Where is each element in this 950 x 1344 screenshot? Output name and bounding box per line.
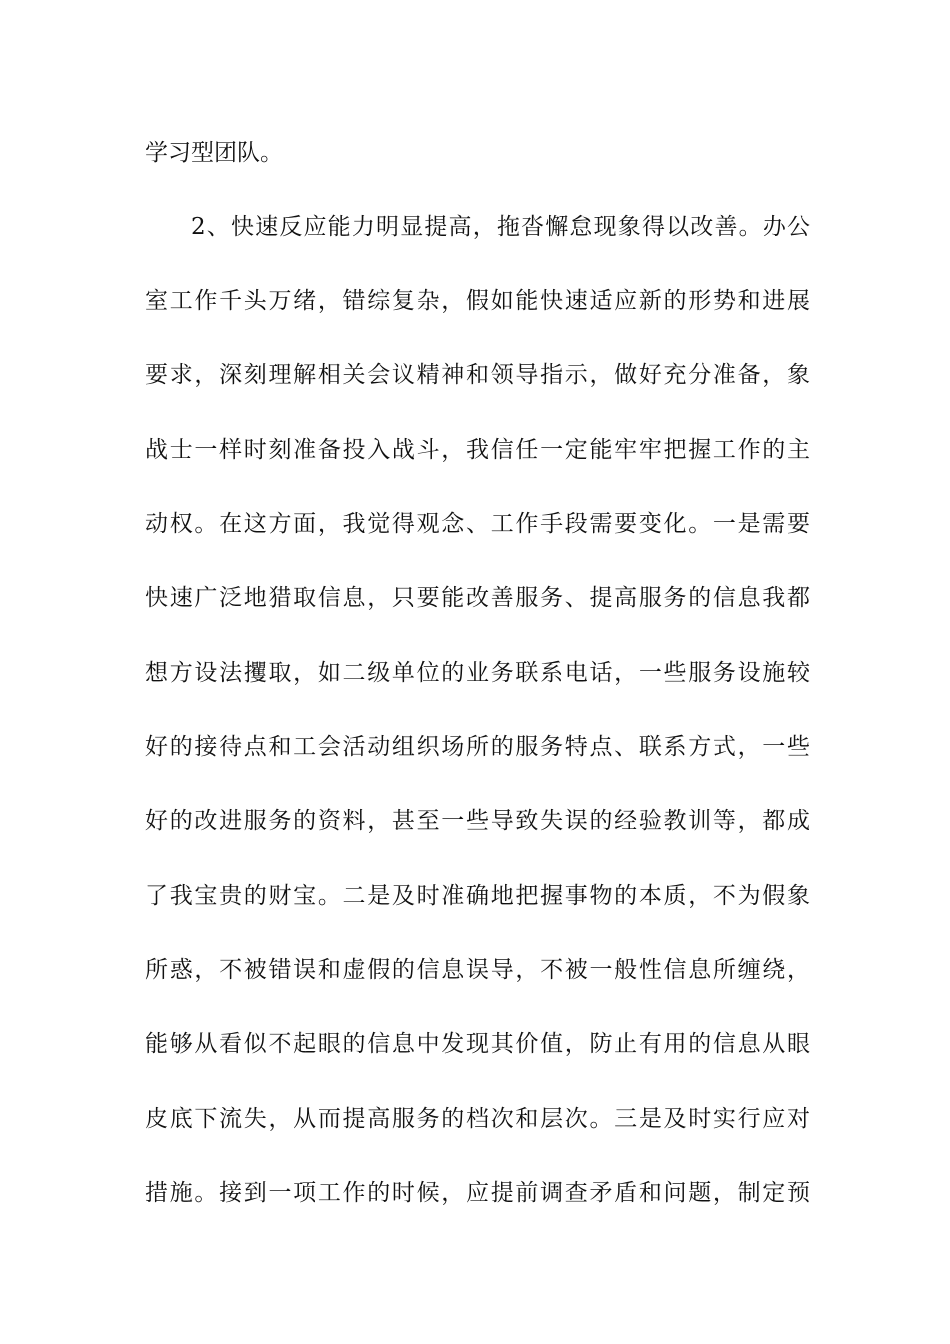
text-line-15: 措施。接到一项工作的时候，应提前调查矛盾和问题，制定预 [145, 1180, 810, 1206]
text-line-13: 能够从看似不起眼的信息中发现其价值，防止有用的信息从眼 [145, 1031, 810, 1057]
text-line-2: 2、快速反应能力明显提高，拖沓懈怠现象得以改善。办公 [191, 214, 810, 240]
text-line-9: 好的接待点和工会活动组织场所的服务特点、联系方式，一些 [145, 734, 810, 760]
text-line-12: 所惑，不被错误和虚假的信息误导，不被一般性信息所缠绕， [145, 957, 810, 983]
text-line-8: 想方设法攫取，如二级单位的业务联系电话，一些服务设施较 [145, 660, 810, 686]
text-line-10: 好的改进服务的资料，甚至一些导致失误的经验教训等，都成 [145, 808, 810, 834]
text-line-11: 了我宝贵的财宝。二是及时准确地把握事物的本质，不为假象 [145, 883, 810, 909]
text-line-14: 皮底下流失，从而提高服务的档次和层次。三是及时实行应对 [145, 1106, 810, 1132]
text-line-5: 战士一样时刻准备投入战斗，我信任一定能牢牢把握工作的主 [145, 437, 810, 463]
text-line-3: 室工作千头万绪，错综复杂，假如能快速适应新的形势和进展 [145, 288, 810, 314]
text-line-7: 快速广泛地猎取信息，只要能改善服务、提高服务的信息我都 [145, 585, 810, 611]
text-line-6: 动权。在这方面，我觉得观念、工作手段需要变化。一是需要 [145, 511, 810, 537]
text-line-4: 要求，深刻理解相关会议精神和领导指示，做好充分准备，象 [145, 362, 810, 388]
text-line-1: 学习型团队。 [145, 140, 283, 166]
